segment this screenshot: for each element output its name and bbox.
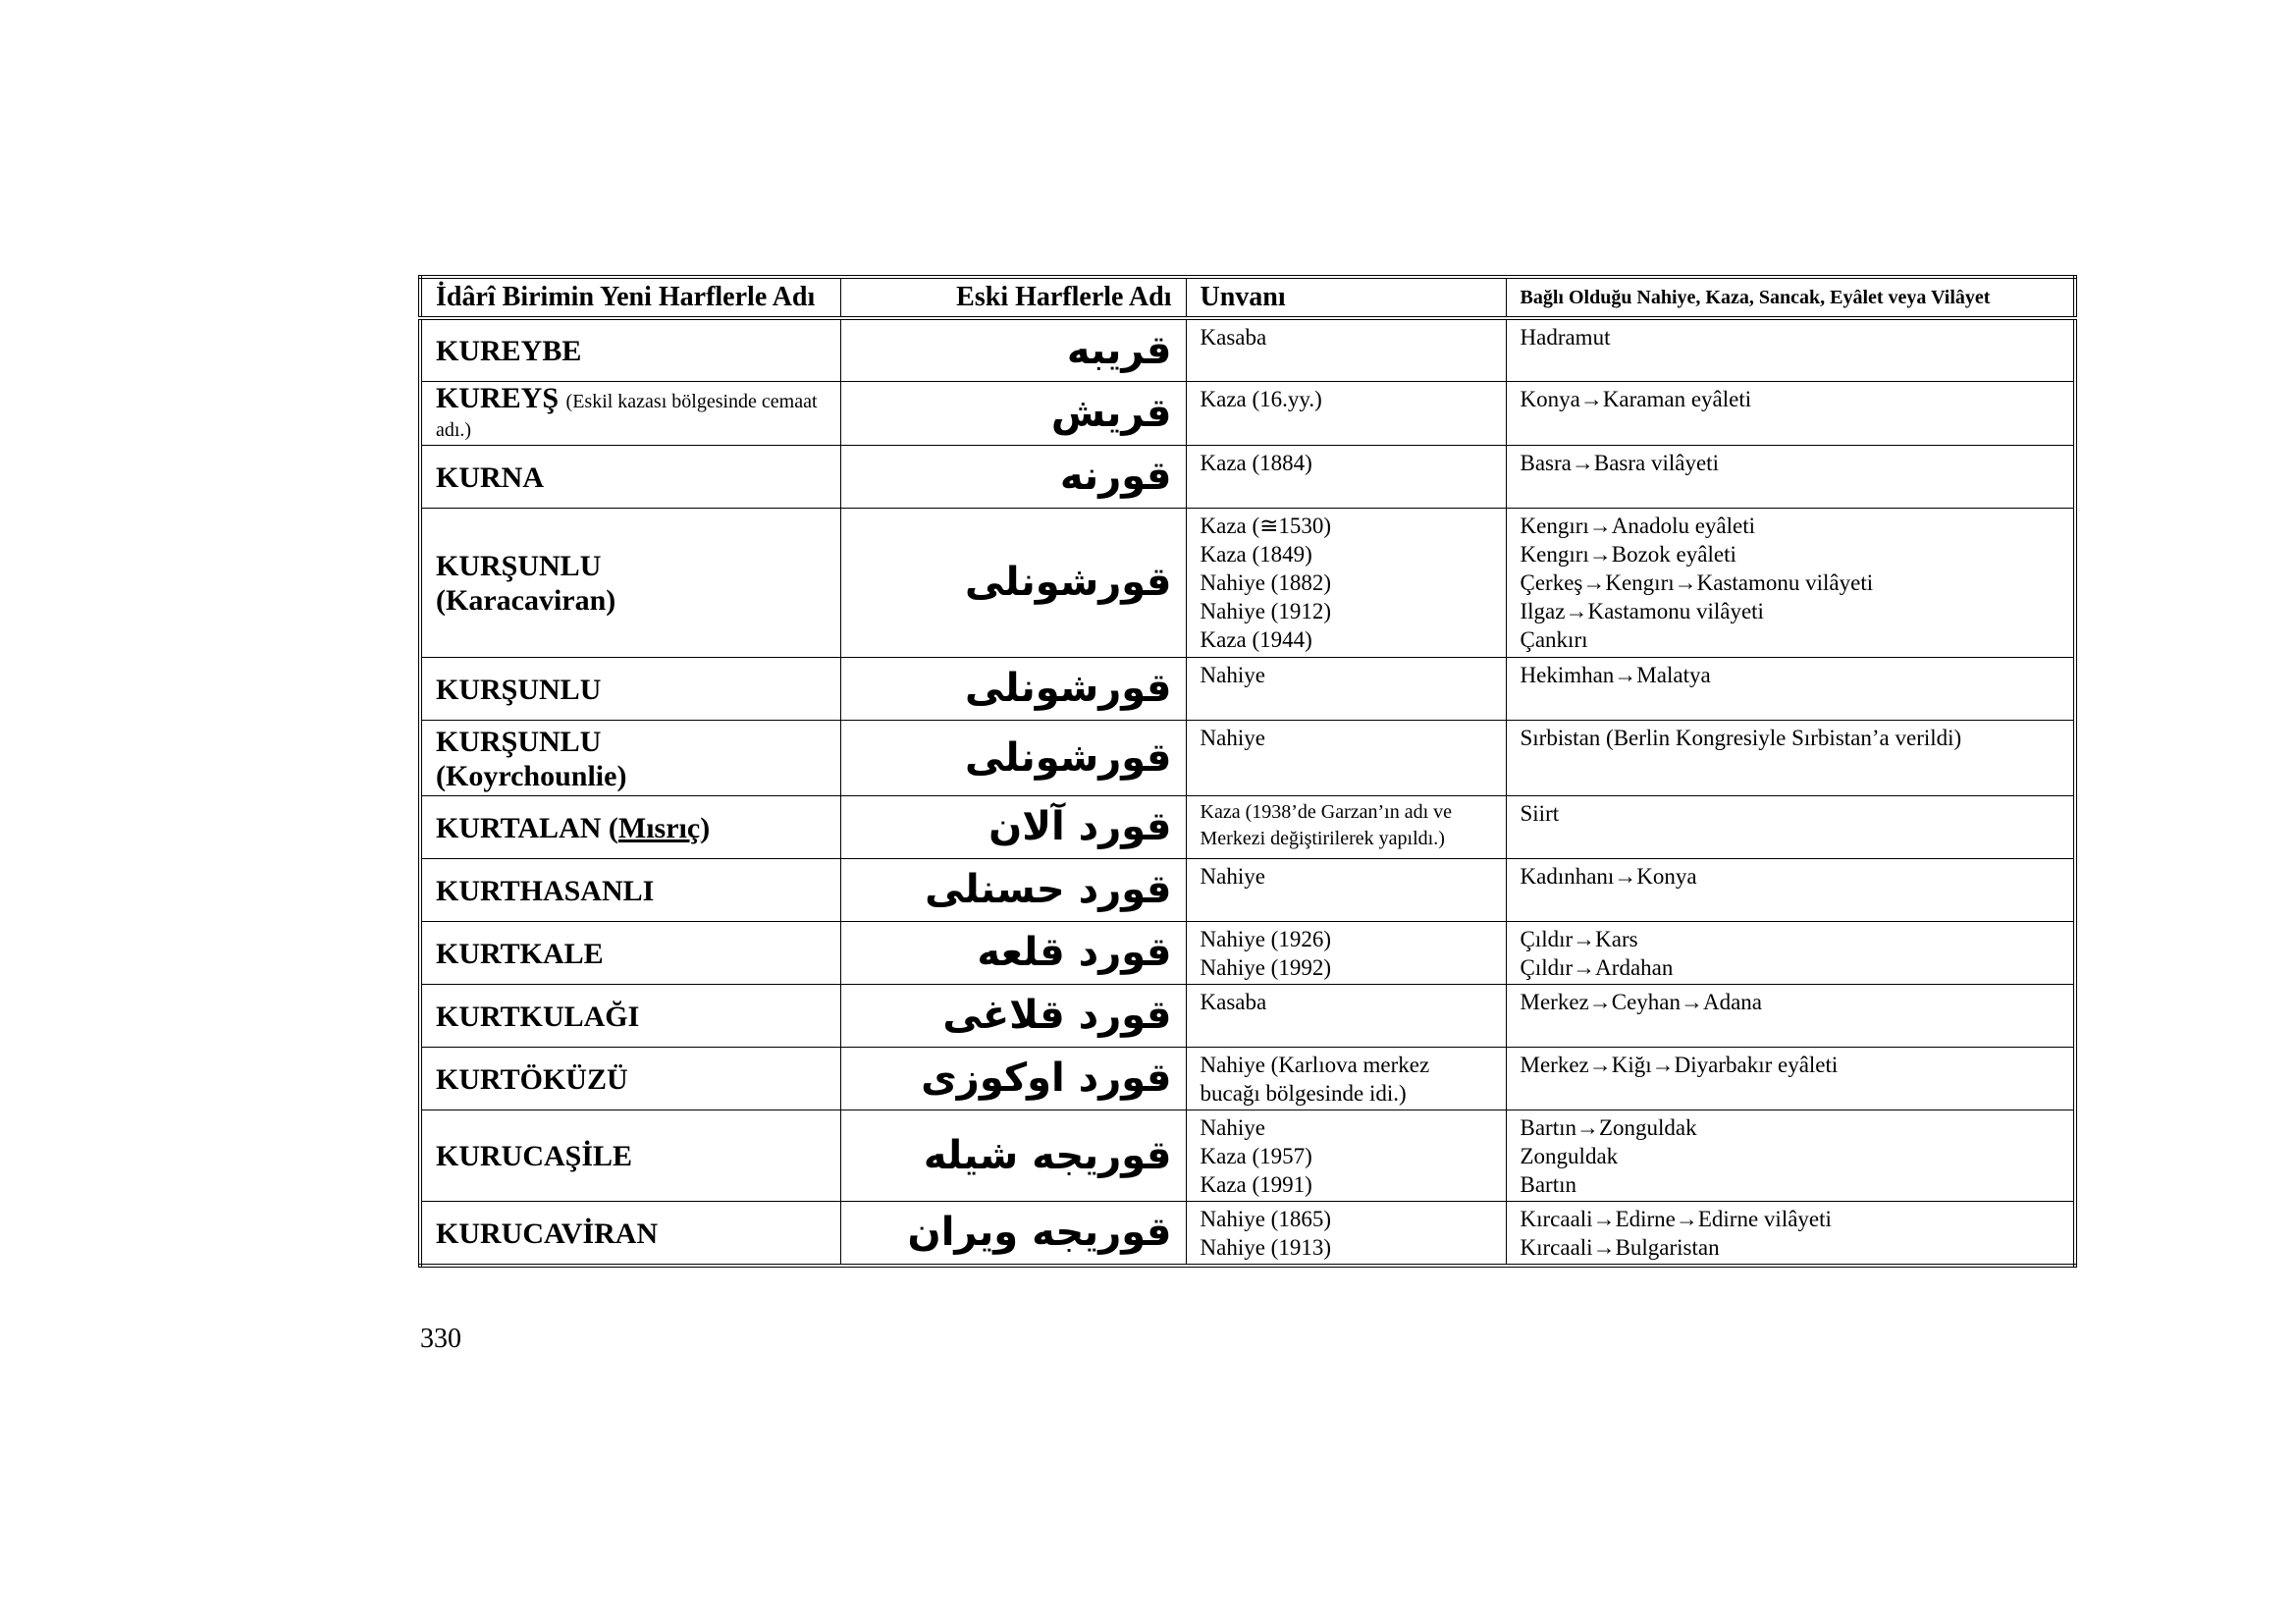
name-alias: (Karacaviran) [436,584,616,617]
region-line: Merkez→Ceyhan→Adana [1520,989,1763,1014]
region-line: Çerkeş→Kengırı→Kastamonu vilâyeti [1520,569,1874,595]
table-row [420,1047,2075,1110]
region-line: Çıldır→Kars [1520,926,1638,951]
title-cell [1186,1047,1506,1110]
old-name-cell: قورشونلى [840,508,1186,657]
title-line: Kaza (1938’de Garzan’ın adı ve Merkezi değiştirilerek yapıldı.) [1200,800,1453,849]
title-cell [1186,508,1506,657]
region-cell [1506,445,2075,508]
region-line: Kadınhanı→Konya [1520,863,1697,889]
name-text: KURTHASANLI [436,874,655,907]
name-cell [420,984,840,1047]
title-line: Nahiye (Karlıova merkez [1200,1052,1430,1077]
title-cell [1186,657,1506,720]
region-line: Siirt [1520,800,1560,826]
title-line: Nahiye (1865) [1200,1206,1331,1231]
name-cell [420,1201,840,1266]
name-text: KUREYBE [436,335,582,368]
title-line: Nahiye (1882) [1200,569,1331,595]
title-line: Kaza (1849) [1200,541,1312,567]
title-cell [1186,921,1506,984]
old-name-cell: قوريجه شيله [840,1110,1186,1201]
settlement-table [418,275,2077,1268]
old-name-cell: قريش [840,381,1186,445]
table-row [420,795,2075,858]
region-cell [1506,795,2075,858]
name-cell [420,508,840,657]
name-text: KURNA [436,460,544,494]
name-cell [420,858,840,921]
region-line: Hadramut [1520,325,1611,350]
region-line: Merkez→Kiğı→Diyarbakır eyâleti [1520,1052,1839,1077]
region-line: Çankırı [1520,626,1588,652]
table-row [420,921,2075,984]
name-cell [420,921,840,984]
region-cell [1506,984,2075,1047]
title-cell [1186,795,1506,858]
name-text: KURŞUNLU [436,725,602,758]
name-text: KURŞUNLU [436,673,602,706]
title-line: bucağı bölgesinde idi.) [1200,1080,1407,1106]
title-line: Nahiye [1200,863,1265,889]
region-line: Kırcaali→Edirne→Edirne vilâyeti [1520,1206,1832,1231]
name-note: (Eskil kazası bölgesinde cemaat adı.) [436,390,818,441]
name-cell [420,381,840,445]
region-cell [1506,657,2075,720]
old-name-cell: قورد آلان [840,795,1186,858]
page-number: 330 [420,1324,461,1354]
name-cell [420,445,840,508]
name-text: KURTÖKÜZÜ [436,1062,628,1096]
table-row [420,858,2075,921]
header-title: Unvanı [1186,277,1506,318]
table-row [420,1110,2075,1201]
name-text: KURUCAŞİLE [436,1140,633,1172]
title-cell [1186,445,1506,508]
title-cell [1186,1110,1506,1201]
table-row [420,984,2075,1047]
table-row [420,381,2075,445]
name-suffix: ) [700,811,711,844]
old-name-cell: قوريجه ويران [840,1201,1186,1266]
old-name-cell: قورشونلى [840,657,1186,720]
title-line: Nahiye (1926) [1200,926,1331,951]
region-line: Bartın→Zonguldak [1520,1114,1697,1140]
region-cell [1506,1047,2075,1110]
name-text: KURTALAN ( [436,811,618,844]
title-line: Nahiye (1913) [1200,1234,1331,1260]
old-name-cell: قورشونلى [840,720,1186,795]
title-cell [1186,720,1506,795]
title-line: Kaza (1944) [1200,626,1312,652]
name-underlined: Mısrıç [617,811,701,844]
title-cell [1186,858,1506,921]
title-line: Nahiye (1992) [1200,954,1331,980]
title-line: Nahiye [1200,662,1265,687]
title-line: Nahiye [1200,1114,1265,1140]
title-line: Kaza (≅1530) [1200,513,1332,538]
name-cell [420,1110,840,1201]
name-text: KUREYŞ [436,381,560,414]
region-cell [1506,720,2075,795]
title-line: Kasaba [1200,989,1267,1014]
old-name-cell: قورد قلاغى [840,984,1186,1047]
name-text: KURUCAVİRAN [436,1217,659,1250]
region-line: Hekimhan→Malatya [1520,662,1711,687]
region-line: Kengırı→Anadolu eyâleti [1520,513,1756,538]
header-region: Bağlı Olduğu Nahiye, Kaza, Sancak, Eyâlet veya Vilâyet [1506,277,2075,318]
table-row [420,1201,2075,1266]
table-row [420,318,2075,381]
region-cell [1506,858,2075,921]
table-row [420,657,2075,720]
name-cell [420,657,840,720]
old-name-cell: قورد قلعه [840,921,1186,984]
table-header [420,277,2075,318]
region-line: Zonguldak [1520,1143,1619,1168]
title-line: Kasaba [1200,325,1267,350]
title-line: Kaza (1884) [1200,450,1312,475]
region-line: Bartın [1520,1171,1576,1197]
title-cell [1186,1201,1506,1266]
name-cell [420,1047,840,1110]
old-name-cell: قريبه [840,318,1186,381]
header-name: İdârî Birimin Yeni Harflerle Adı [420,277,840,318]
region-cell [1506,381,2075,445]
title-line: Kaza (1991) [1200,1171,1312,1197]
region-line: Basra→Basra vilâyeti [1520,450,1719,475]
table-row [420,720,2075,795]
region-cell [1506,1201,2075,1266]
name-cell [420,318,840,381]
title-line: Kaza (16.yy.) [1200,386,1322,411]
title-cell [1186,381,1506,445]
region-line: Ilgaz→Kastamonu vilâyeti [1520,598,1764,623]
name-text: KURŞUNLU [436,550,602,582]
name-alias: (Koyrchounlie) [436,759,627,792]
title-cell [1186,318,1506,381]
name-cell [420,720,840,795]
table-row [420,445,2075,508]
region-line: Kengırı→Bozok eyâleti [1520,541,1736,567]
region-cell [1506,508,2075,657]
name-text: KURTKALE [436,937,604,970]
name-cell [420,795,840,858]
region-cell [1506,1110,2075,1201]
table-row [420,508,2075,657]
title-line: Nahiye [1200,725,1265,750]
title-line: Nahiye (1912) [1200,598,1331,623]
title-line: Kaza (1957) [1200,1143,1312,1168]
region-line: Kırcaali→Bulgaristan [1520,1234,1720,1260]
region-line: Konya→Karaman eyâleti [1520,386,1752,411]
region-cell [1506,921,2075,984]
region-cell [1506,318,2075,381]
region-line: Sırbistan (Berlin Kongresiyle Sırbistan’a verildi) [1520,725,1962,750]
name-text: KURTKULAĞI [436,1000,640,1033]
region-line: Çıldır→Ardahan [1520,954,1674,980]
header-old-name: Eski Harflerle Adı [840,277,1186,318]
old-name-cell: قورنه [840,445,1186,508]
old-name-cell: قورد حسنلى [840,858,1186,921]
title-cell [1186,984,1506,1047]
header-row [420,277,2075,318]
old-name-cell: قورد اوكوزى [840,1047,1186,1110]
